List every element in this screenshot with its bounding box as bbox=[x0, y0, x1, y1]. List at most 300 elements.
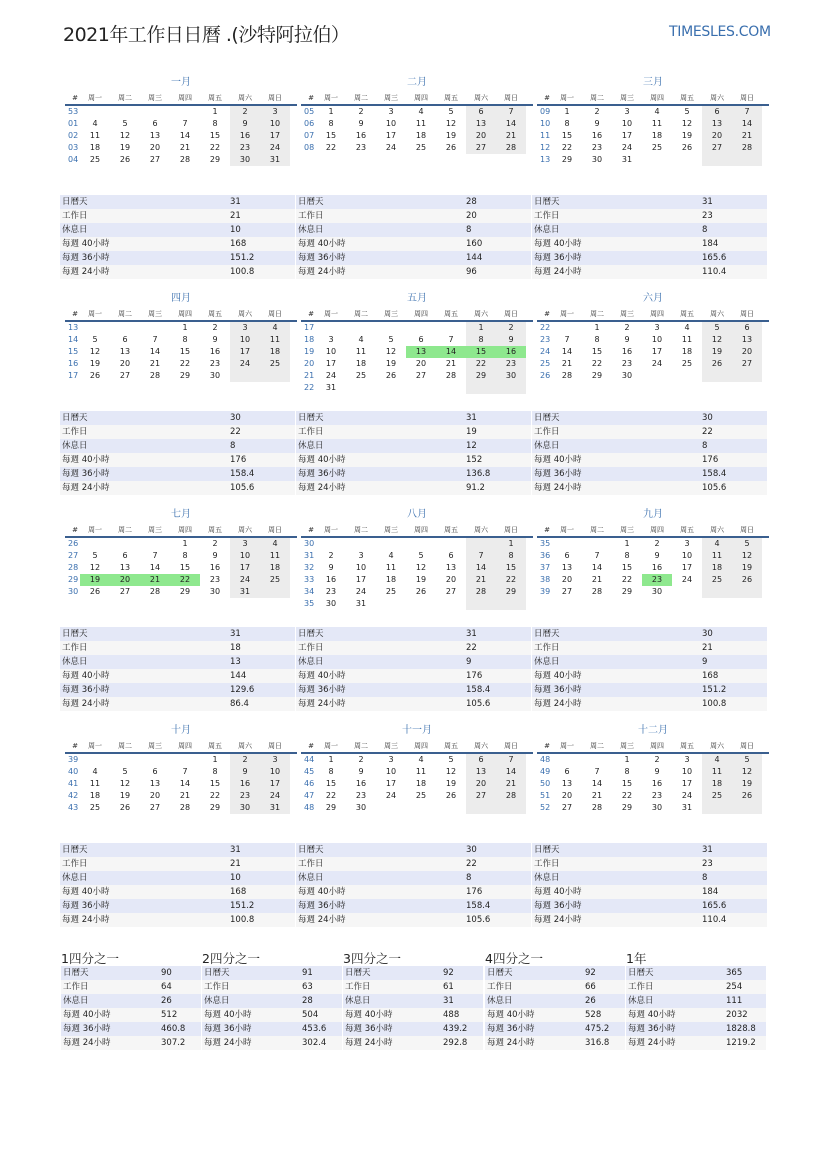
day-cell[interactable]: 5 bbox=[448, 107, 454, 116]
day-cell[interactable]: 28 bbox=[466, 586, 496, 598]
day-cell[interactable]: 23 bbox=[621, 359, 633, 368]
day-cell[interactable]: 31 bbox=[355, 599, 367, 608]
day-cell[interactable]: 20 bbox=[561, 575, 573, 584]
day-cell[interactable]: 3 bbox=[230, 538, 260, 550]
day-cell[interactable]: 14 bbox=[591, 563, 603, 572]
day-cell[interactable]: 25 bbox=[415, 791, 427, 800]
day-cell[interactable]: 19 bbox=[445, 779, 457, 788]
day-cell[interactable]: 26 bbox=[732, 574, 762, 586]
day-cell[interactable]: 17 bbox=[230, 562, 260, 574]
day-cell[interactable]: 13 bbox=[561, 563, 573, 572]
day-cell[interactable]: 4 bbox=[388, 551, 394, 560]
day-cell[interactable]: 1 bbox=[182, 323, 188, 332]
day-cell[interactable]: 19 bbox=[119, 791, 131, 800]
day-cell[interactable]: 6 bbox=[122, 551, 128, 560]
day-cell[interactable]: 27 bbox=[415, 371, 427, 380]
holiday-day-cell[interactable]: 19 bbox=[80, 574, 110, 586]
day-cell[interactable]: 10 bbox=[230, 334, 260, 346]
day-cell[interactable]: 29 bbox=[496, 586, 526, 598]
day-cell[interactable]: 10 bbox=[621, 119, 633, 128]
day-cell[interactable]: 16 bbox=[591, 131, 603, 140]
day-cell[interactable]: 29 bbox=[179, 587, 191, 596]
day-cell[interactable]: 26 bbox=[445, 143, 457, 152]
day-cell[interactable]: 2 bbox=[230, 754, 260, 766]
day-cell[interactable]: 6 bbox=[152, 119, 158, 128]
holiday-day-cell[interactable]: 22 bbox=[170, 574, 200, 586]
day-cell[interactable]: 26 bbox=[415, 587, 427, 596]
day-cell[interactable]: 6 bbox=[466, 754, 496, 766]
day-cell[interactable]: 14 bbox=[149, 563, 161, 572]
day-cell[interactable]: 5 bbox=[448, 755, 454, 764]
day-cell[interactable]: 5 bbox=[732, 754, 762, 766]
day-cell[interactable]: 16 bbox=[355, 779, 367, 788]
day-cell[interactable]: 9 bbox=[212, 335, 218, 344]
day-cell[interactable]: 1 bbox=[328, 107, 334, 116]
day-cell[interactable]: 11 bbox=[260, 334, 290, 346]
day-cell[interactable]: 7 bbox=[594, 767, 600, 776]
day-cell[interactable]: 16 bbox=[209, 563, 221, 572]
day-cell[interactable]: 25 bbox=[702, 574, 732, 586]
day-cell[interactable]: 7 bbox=[182, 767, 188, 776]
day-cell[interactable]: 13 bbox=[732, 334, 762, 346]
day-cell[interactable]: 21 bbox=[149, 359, 161, 368]
day-cell[interactable]: 27 bbox=[119, 371, 131, 380]
day-cell[interactable]: 1 bbox=[594, 323, 600, 332]
day-cell[interactable]: 31 bbox=[621, 155, 633, 164]
day-cell[interactable]: 6 bbox=[702, 106, 732, 118]
day-cell[interactable]: 7 bbox=[152, 551, 158, 560]
day-cell[interactable]: 10 bbox=[355, 563, 367, 572]
day-cell[interactable]: 26 bbox=[445, 791, 457, 800]
day-cell[interactable]: 4 bbox=[702, 538, 732, 550]
day-cell[interactable]: 30 bbox=[209, 587, 221, 596]
day-cell[interactable]: 18 bbox=[415, 131, 427, 140]
day-cell[interactable]: 16 bbox=[651, 563, 663, 572]
day-cell[interactable]: 20 bbox=[149, 791, 161, 800]
day-cell[interactable]: 6 bbox=[122, 335, 128, 344]
day-cell[interactable]: 21 bbox=[466, 574, 496, 586]
day-cell[interactable]: 26 bbox=[119, 155, 131, 164]
day-cell[interactable]: 7 bbox=[182, 119, 188, 128]
day-cell[interactable]: 14 bbox=[466, 562, 496, 574]
day-cell[interactable]: 18 bbox=[681, 347, 693, 356]
day-cell[interactable]: 19 bbox=[385, 359, 397, 368]
day-cell[interactable]: 1 bbox=[466, 322, 496, 334]
day-cell[interactable]: 25 bbox=[651, 143, 663, 152]
day-cell[interactable]: 27 bbox=[561, 587, 573, 596]
day-cell[interactable]: 4 bbox=[260, 322, 290, 334]
day-cell[interactable]: 16 bbox=[651, 779, 663, 788]
day-cell[interactable]: 15 bbox=[325, 779, 337, 788]
day-cell[interactable]: 2 bbox=[624, 323, 630, 332]
day-cell[interactable]: 3 bbox=[388, 755, 394, 764]
day-cell[interactable]: 25 bbox=[415, 143, 427, 152]
day-cell[interactable]: 28 bbox=[179, 155, 191, 164]
day-cell[interactable]: 31 bbox=[325, 383, 337, 392]
day-cell[interactable]: 12 bbox=[732, 766, 762, 778]
day-cell[interactable]: 13 bbox=[702, 118, 732, 130]
day-cell[interactable]: 24 bbox=[681, 575, 693, 584]
day-cell[interactable]: 1 bbox=[624, 755, 630, 764]
day-cell[interactable]: 28 bbox=[591, 587, 603, 596]
day-cell[interactable]: 24 bbox=[681, 791, 693, 800]
day-cell[interactable]: 7 bbox=[594, 551, 600, 560]
day-cell[interactable]: 25 bbox=[260, 358, 290, 370]
day-cell[interactable]: 23 bbox=[355, 143, 367, 152]
day-cell[interactable]: 3 bbox=[328, 335, 334, 344]
day-cell[interactable]: 6 bbox=[418, 335, 424, 344]
day-cell[interactable]: 17 bbox=[260, 778, 290, 790]
day-cell[interactable]: 12 bbox=[89, 563, 101, 572]
day-cell[interactable]: 7 bbox=[448, 335, 454, 344]
day-cell[interactable]: 20 bbox=[415, 359, 427, 368]
day-cell[interactable]: 20 bbox=[119, 359, 131, 368]
day-cell[interactable]: 19 bbox=[445, 131, 457, 140]
day-cell[interactable]: 3 bbox=[654, 323, 660, 332]
day-cell[interactable]: 23 bbox=[651, 791, 663, 800]
day-cell[interactable]: 12 bbox=[681, 119, 693, 128]
day-cell[interactable]: 11 bbox=[681, 335, 693, 344]
day-cell[interactable]: 5 bbox=[92, 551, 98, 560]
day-cell[interactable]: 5 bbox=[122, 119, 128, 128]
day-cell[interactable]: 9 bbox=[496, 334, 526, 346]
day-cell[interactable]: 14 bbox=[561, 347, 573, 356]
day-cell[interactable]: 18 bbox=[89, 791, 101, 800]
day-cell[interactable]: 30 bbox=[209, 371, 221, 380]
day-cell[interactable]: 3 bbox=[624, 107, 630, 116]
day-cell[interactable]: 28 bbox=[496, 790, 526, 802]
day-cell[interactable]: 31 bbox=[681, 803, 693, 812]
day-cell[interactable]: 22 bbox=[561, 143, 573, 152]
day-cell[interactable]: 26 bbox=[385, 371, 397, 380]
day-cell[interactable]: 3 bbox=[388, 107, 394, 116]
day-cell[interactable]: 26 bbox=[119, 803, 131, 812]
day-cell[interactable]: 19 bbox=[681, 131, 693, 140]
day-cell[interactable]: 27 bbox=[445, 587, 457, 596]
day-cell[interactable]: 25 bbox=[89, 803, 101, 812]
day-cell[interactable]: 8 bbox=[466, 334, 496, 346]
day-cell[interactable]: 15 bbox=[496, 562, 526, 574]
day-cell[interactable]: 17 bbox=[681, 779, 693, 788]
day-cell[interactable]: 19 bbox=[732, 778, 762, 790]
day-cell[interactable]: 30 bbox=[325, 599, 337, 608]
day-cell[interactable]: 15 bbox=[561, 131, 573, 140]
day-cell[interactable]: 15 bbox=[209, 779, 221, 788]
day-cell[interactable]: 11 bbox=[415, 767, 427, 776]
day-cell[interactable]: 26 bbox=[702, 358, 732, 370]
day-cell[interactable]: 24 bbox=[621, 143, 633, 152]
day-cell[interactable]: 28 bbox=[149, 371, 161, 380]
day-cell[interactable]: 2 bbox=[358, 107, 364, 116]
day-cell[interactable]: 15 bbox=[325, 131, 337, 140]
day-cell[interactable]: 16 bbox=[230, 778, 260, 790]
day-cell[interactable]: 29 bbox=[561, 155, 573, 164]
day-cell[interactable]: 21 bbox=[591, 791, 603, 800]
day-cell[interactable]: 24 bbox=[355, 587, 367, 596]
day-cell[interactable]: 18 bbox=[651, 131, 663, 140]
day-cell[interactable]: 29 bbox=[621, 587, 633, 596]
day-cell[interactable]: 13 bbox=[466, 118, 496, 130]
day-cell[interactable]: 18 bbox=[355, 359, 367, 368]
day-cell[interactable]: 24 bbox=[230, 358, 260, 370]
day-cell[interactable]: 29 bbox=[591, 371, 603, 380]
day-cell[interactable]: 17 bbox=[621, 131, 633, 140]
day-cell[interactable]: 18 bbox=[260, 346, 290, 358]
day-cell[interactable]: 1 bbox=[624, 539, 630, 548]
day-cell[interactable]: 7 bbox=[496, 754, 526, 766]
holiday-day-cell[interactable]: 20 bbox=[110, 574, 140, 586]
day-cell[interactable]: 17 bbox=[230, 346, 260, 358]
day-cell[interactable]: 1 bbox=[564, 107, 570, 116]
day-cell[interactable]: 26 bbox=[89, 587, 101, 596]
day-cell[interactable]: 25 bbox=[89, 155, 101, 164]
day-cell[interactable]: 19 bbox=[702, 346, 732, 358]
day-cell[interactable]: 22 bbox=[466, 358, 496, 370]
day-cell[interactable]: 24 bbox=[325, 371, 337, 380]
day-cell[interactable]: 30 bbox=[230, 802, 260, 814]
day-cell[interactable]: 2 bbox=[654, 539, 660, 548]
day-cell[interactable]: 23 bbox=[355, 791, 367, 800]
day-cell[interactable]: 10 bbox=[230, 550, 260, 562]
day-cell[interactable]: 10 bbox=[681, 551, 693, 560]
day-cell[interactable]: 5 bbox=[92, 335, 98, 344]
day-cell[interactable]: 14 bbox=[149, 347, 161, 356]
day-cell[interactable]: 15 bbox=[209, 131, 221, 140]
day-cell[interactable]: 20 bbox=[466, 778, 496, 790]
day-cell[interactable]: 29 bbox=[209, 155, 221, 164]
day-cell[interactable]: 29 bbox=[209, 803, 221, 812]
day-cell[interactable]: 23 bbox=[325, 587, 337, 596]
day-cell[interactable]: 20 bbox=[732, 346, 762, 358]
day-cell[interactable]: 3 bbox=[260, 754, 290, 766]
day-cell[interactable]: 17 bbox=[681, 563, 693, 572]
day-cell[interactable]: 26 bbox=[681, 143, 693, 152]
day-cell[interactable]: 11 bbox=[260, 550, 290, 562]
day-cell[interactable]: 13 bbox=[561, 779, 573, 788]
day-cell[interactable]: 6 bbox=[564, 767, 570, 776]
day-cell[interactable]: 22 bbox=[496, 574, 526, 586]
day-cell[interactable]: 13 bbox=[149, 779, 161, 788]
day-cell[interactable]: 8 bbox=[328, 119, 334, 128]
day-cell[interactable]: 10 bbox=[260, 118, 290, 130]
day-cell[interactable]: 19 bbox=[732, 562, 762, 574]
day-cell[interactable]: 19 bbox=[89, 359, 101, 368]
day-cell[interactable]: 5 bbox=[732, 538, 762, 550]
day-cell[interactable]: 23 bbox=[496, 358, 526, 370]
day-cell[interactable]: 2 bbox=[654, 755, 660, 764]
day-cell[interactable]: 8 bbox=[212, 119, 218, 128]
day-cell[interactable]: 16 bbox=[325, 575, 337, 584]
holiday-day-cell[interactable]: 14 bbox=[436, 346, 466, 358]
day-cell[interactable]: 2 bbox=[358, 755, 364, 764]
day-cell[interactable]: 8 bbox=[594, 335, 600, 344]
day-cell[interactable]: 14 bbox=[179, 131, 191, 140]
day-cell[interactable]: 29 bbox=[325, 803, 337, 812]
day-cell[interactable]: 18 bbox=[702, 562, 732, 574]
day-cell[interactable]: 24 bbox=[230, 574, 260, 586]
day-cell[interactable]: 21 bbox=[179, 143, 191, 152]
day-cell[interactable]: 7 bbox=[564, 335, 570, 344]
day-cell[interactable]: 2 bbox=[496, 322, 526, 334]
day-cell[interactable]: 14 bbox=[496, 118, 526, 130]
holiday-day-cell[interactable]: 21 bbox=[140, 574, 170, 586]
day-cell[interactable]: 15 bbox=[621, 563, 633, 572]
day-cell[interactable]: 4 bbox=[358, 335, 364, 344]
day-cell[interactable]: 7 bbox=[152, 335, 158, 344]
day-cell[interactable]: 9 bbox=[654, 767, 660, 776]
day-cell[interactable]: 9 bbox=[230, 118, 260, 130]
day-cell[interactable]: 10 bbox=[681, 767, 693, 776]
day-cell[interactable]: 9 bbox=[328, 563, 334, 572]
day-cell[interactable]: 22 bbox=[325, 143, 337, 152]
day-cell[interactable]: 9 bbox=[358, 119, 364, 128]
day-cell[interactable]: 22 bbox=[621, 791, 633, 800]
day-cell[interactable]: 2 bbox=[212, 539, 218, 548]
day-cell[interactable]: 30 bbox=[496, 370, 526, 382]
day-cell[interactable]: 5 bbox=[684, 107, 690, 116]
day-cell[interactable]: 21 bbox=[732, 130, 762, 142]
day-cell[interactable]: 12 bbox=[119, 131, 131, 140]
day-cell[interactable]: 31 bbox=[260, 154, 290, 166]
day-cell[interactable]: 9 bbox=[230, 766, 260, 778]
day-cell[interactable]: 13 bbox=[119, 347, 131, 356]
day-cell[interactable]: 22 bbox=[621, 575, 633, 584]
day-cell[interactable]: 17 bbox=[260, 130, 290, 142]
day-cell[interactable]: 8 bbox=[624, 767, 630, 776]
day-cell[interactable]: 2 bbox=[328, 551, 334, 560]
day-cell[interactable]: 24 bbox=[385, 791, 397, 800]
day-cell[interactable]: 14 bbox=[591, 779, 603, 788]
day-cell[interactable]: 23 bbox=[230, 142, 260, 154]
day-cell[interactable]: 27 bbox=[466, 790, 496, 802]
day-cell[interactable]: 6 bbox=[152, 767, 158, 776]
day-cell[interactable]: 13 bbox=[149, 131, 161, 140]
day-cell[interactable]: 16 bbox=[621, 347, 633, 356]
day-cell[interactable]: 15 bbox=[591, 347, 603, 356]
day-cell[interactable]: 31 bbox=[230, 586, 260, 598]
day-cell[interactable]: 4 bbox=[702, 754, 732, 766]
day-cell[interactable]: 25 bbox=[385, 587, 397, 596]
day-cell[interactable]: 28 bbox=[732, 142, 762, 154]
day-cell[interactable]: 12 bbox=[415, 563, 427, 572]
day-cell[interactable]: 19 bbox=[415, 575, 427, 584]
day-cell[interactable]: 4 bbox=[684, 323, 690, 332]
day-cell[interactable]: 17 bbox=[385, 779, 397, 788]
day-cell[interactable]: 7 bbox=[732, 106, 762, 118]
day-cell[interactable]: 3 bbox=[358, 551, 364, 560]
day-cell[interactable]: 18 bbox=[385, 575, 397, 584]
day-cell[interactable]: 18 bbox=[415, 779, 427, 788]
day-cell[interactable]: 5 bbox=[702, 322, 732, 334]
day-cell[interactable]: 22 bbox=[325, 791, 337, 800]
day-cell[interactable]: 21 bbox=[179, 791, 191, 800]
holiday-day-cell[interactable]: 16 bbox=[496, 346, 526, 358]
day-cell[interactable]: 18 bbox=[89, 143, 101, 152]
day-cell[interactable]: 12 bbox=[89, 347, 101, 356]
day-cell[interactable]: 27 bbox=[561, 803, 573, 812]
day-cell[interactable]: 21 bbox=[496, 130, 526, 142]
day-cell[interactable]: 10 bbox=[385, 119, 397, 128]
day-cell[interactable]: 11 bbox=[89, 779, 101, 788]
day-cell[interactable]: 15 bbox=[621, 779, 633, 788]
day-cell[interactable]: 31 bbox=[260, 802, 290, 814]
day-cell[interactable]: 3 bbox=[260, 106, 290, 118]
day-cell[interactable]: 6 bbox=[564, 551, 570, 560]
day-cell[interactable]: 25 bbox=[355, 371, 367, 380]
day-cell[interactable]: 20 bbox=[445, 575, 457, 584]
day-cell[interactable]: 28 bbox=[561, 371, 573, 380]
day-cell[interactable]: 30 bbox=[651, 587, 663, 596]
day-cell[interactable]: 5 bbox=[122, 767, 128, 776]
day-cell[interactable]: 7 bbox=[496, 106, 526, 118]
day-cell[interactable]: 4 bbox=[654, 107, 660, 116]
day-cell[interactable]: 28 bbox=[149, 587, 161, 596]
day-cell[interactable]: 26 bbox=[89, 371, 101, 380]
day-cell[interactable]: 8 bbox=[328, 767, 334, 776]
day-cell[interactable]: 10 bbox=[325, 347, 337, 356]
day-cell[interactable]: 8 bbox=[496, 550, 526, 562]
day-cell[interactable]: 11 bbox=[385, 563, 397, 572]
day-cell[interactable]: 17 bbox=[385, 131, 397, 140]
day-cell[interactable]: 20 bbox=[466, 130, 496, 142]
day-cell[interactable]: 29 bbox=[179, 371, 191, 380]
day-cell[interactable]: 10 bbox=[651, 335, 663, 344]
day-cell[interactable]: 17 bbox=[651, 347, 663, 356]
day-cell[interactable]: 17 bbox=[355, 575, 367, 584]
day-cell[interactable]: 7 bbox=[466, 550, 496, 562]
day-cell[interactable]: 24 bbox=[260, 142, 290, 154]
day-cell[interactable]: 8 bbox=[624, 551, 630, 560]
day-cell[interactable]: 8 bbox=[564, 119, 570, 128]
day-cell[interactable]: 15 bbox=[179, 347, 191, 356]
day-cell[interactable]: 1 bbox=[212, 107, 218, 116]
day-cell[interactable]: 23 bbox=[209, 359, 221, 368]
day-cell[interactable]: 30 bbox=[651, 803, 663, 812]
day-cell[interactable]: 27 bbox=[119, 587, 131, 596]
day-cell[interactable]: 28 bbox=[591, 803, 603, 812]
day-cell[interactable]: 19 bbox=[119, 143, 131, 152]
day-cell[interactable]: 24 bbox=[260, 790, 290, 802]
day-cell[interactable]: 10 bbox=[260, 766, 290, 778]
day-cell[interactable]: 27 bbox=[149, 803, 161, 812]
day-cell[interactable]: 27 bbox=[149, 155, 161, 164]
day-cell[interactable]: 5 bbox=[418, 551, 424, 560]
day-cell[interactable]: 12 bbox=[445, 119, 457, 128]
day-cell[interactable]: 25 bbox=[260, 574, 290, 586]
day-cell[interactable]: 30 bbox=[230, 154, 260, 166]
day-cell[interactable]: 24 bbox=[385, 143, 397, 152]
day-cell[interactable]: 9 bbox=[358, 767, 364, 776]
day-cell[interactable]: 12 bbox=[445, 767, 457, 776]
day-cell[interactable]: 20 bbox=[561, 791, 573, 800]
day-cell[interactable]: 25 bbox=[702, 790, 732, 802]
day-cell[interactable]: 24 bbox=[651, 359, 663, 368]
day-cell[interactable]: 30 bbox=[355, 803, 367, 812]
day-cell[interactable]: 28 bbox=[496, 142, 526, 154]
day-cell[interactable]: 29 bbox=[466, 370, 496, 382]
day-cell[interactable]: 12 bbox=[702, 334, 732, 346]
day-cell[interactable]: 10 bbox=[385, 767, 397, 776]
day-cell[interactable]: 20 bbox=[149, 143, 161, 152]
day-cell[interactable]: 29 bbox=[621, 803, 633, 812]
day-cell[interactable]: 13 bbox=[445, 563, 457, 572]
day-cell[interactable]: 22 bbox=[591, 359, 603, 368]
holiday-day-cell[interactable]: 15 bbox=[466, 346, 496, 358]
day-cell[interactable]: 16 bbox=[230, 130, 260, 142]
holiday-day-cell[interactable]: 13 bbox=[406, 346, 436, 358]
day-cell[interactable]: 21 bbox=[591, 575, 603, 584]
day-cell[interactable]: 18 bbox=[260, 562, 290, 574]
